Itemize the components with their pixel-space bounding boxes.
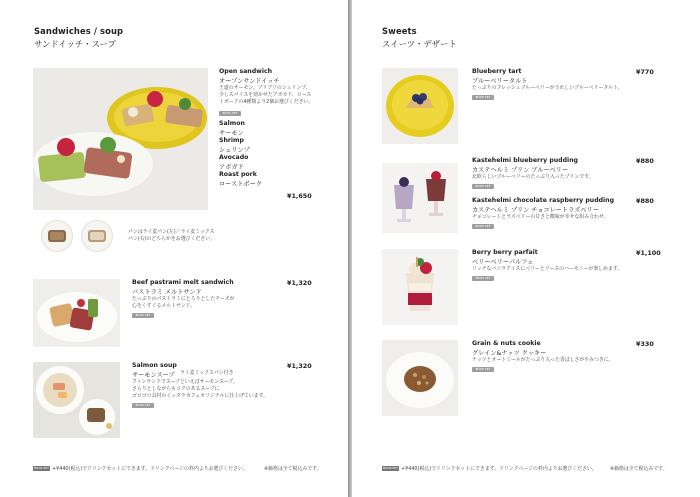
parfait-photo — [382, 249, 458, 325]
pastrami-name-jp: パストラミ メルトサンド — [132, 289, 202, 296]
pastrami-price: ¥1,320 — [287, 279, 312, 287]
footer-drink-set-text: +¥440(税込)でドリンクセットにできます。ドリンクページの枠内よりお選びください。 — [401, 466, 597, 472]
salmon-soup-price: ¥1,320 — [287, 362, 312, 370]
cookie-price: ¥330 — [636, 340, 654, 348]
option-roast-pork-en: Roast pork — [219, 171, 257, 178]
kastehelmi-blue-name-en: Kastehelmi blueberry pudding — [472, 157, 578, 164]
cookie-desc: ナッツとオートミールがたっぷり入った香ばしさがやみつきに。 — [472, 357, 614, 363]
parfait-name-en: Berry berry parfait — [472, 249, 538, 256]
mix-bread-photo — [81, 220, 113, 252]
left-page — [0, 0, 348, 497]
section-title-en: Sweets — [382, 26, 417, 36]
salmon-soup-photo — [33, 362, 120, 438]
blueberry-tart-photo — [382, 68, 458, 144]
cookie-name-jp: グレイン&ナッツ クッキー — [472, 350, 547, 357]
option-shrimp-jp: シュリンプ — [219, 147, 250, 154]
option-salmon-jp: サーモン — [219, 130, 244, 137]
footer-tax-note: ※価格は全て税込みです。 — [264, 466, 322, 472]
kastehelmi-choc-price: ¥880 — [636, 197, 654, 205]
kastehelmi-choc-name-en: Kastehelmi chocolate raspberry pudding — [472, 197, 615, 204]
cookie-name-en: Grain & nuts cookie — [472, 340, 541, 347]
kastehelmi-choc-desc: チョコレートとラズベリーの甘さと酸味が幸せな組み合わせ。 — [472, 214, 609, 220]
book-set-tag: BOOK SET — [472, 367, 494, 372]
pastrami-sandwich-photo — [33, 279, 120, 347]
section-title-jp: サンドイッチ・スープ — [34, 39, 116, 49]
book-set-tag: BOOK SET — [472, 95, 494, 100]
salmon-soup-desc: フィンランドでスープといえばサーモンスープ。 さらりとしながらもコクのあるスープに ゴロゴロ具材のイッタラカフェオリジナルに仕上げています。 — [132, 379, 268, 400]
cookie-photo — [382, 340, 458, 416]
kastehelmi-choc-name-jp: カステヘルミ プリン チョコレートラズベリー — [472, 207, 599, 214]
book-set-tag: BOOK SET — [132, 313, 154, 318]
right-page — [352, 0, 700, 497]
book-set-tag: BOOK SET — [219, 111, 241, 116]
blueberry-tart-name-jp: ブルーベリータルト — [472, 78, 528, 85]
salmon-soup-name-jp: サーモンスープ — [132, 372, 175, 379]
book-set-tag: BOOK SET — [132, 403, 154, 408]
option-roast-pork-jp: ローストポーク — [219, 181, 263, 188]
open-sandwich-desc: 王道のサーモン、プリプリのシュリンプ、 少しスパイスを効かせたアボカド、ロース トポークの4種類より2個お選びください。 — [219, 85, 314, 106]
parfait-price: ¥1,100 — [636, 249, 661, 257]
blueberry-tart-desc: たっぷりのフレッシュブルーベリーがうれしいブルーベリータルト。 — [472, 85, 623, 91]
kastehelmi-pudding-photo — [382, 163, 458, 233]
kastehelmi-blue-name-jp: カステヘルミ プリン ブルーベリー — [472, 167, 569, 174]
book-set-tag: BOOK SET — [472, 276, 494, 281]
book-set-tag: BOOK SET — [472, 224, 494, 229]
open-sandwich-name-en: Open sandwich — [219, 68, 273, 75]
parfait-name-jp: ベリーベリーパルフェ — [472, 259, 534, 266]
option-avocado-jp: アボガド — [219, 164, 244, 171]
kastehelmi-blue-price: ¥880 — [636, 157, 654, 165]
open-sandwich-price: ¥1,650 — [287, 192, 312, 200]
footer-book-set-tag: BOOK SET — [34, 466, 49, 470]
blueberry-tart-name-en: Blueberry tart — [472, 68, 522, 75]
kastehelmi-blue-desc: 北欧らしいブルーベリーのたっぷり入ったプリンです。 — [472, 174, 594, 180]
bread-note: パンはライ麦パン(左)／ライ麦ミックス パン(右)のどちらかをお選びください。 — [128, 229, 215, 243]
option-shrimp-en: Shrimp — [219, 137, 244, 144]
salmon-soup-sub: ライ麦ミックスパン付き — [180, 370, 234, 376]
salmon-soup-name-en: Salmon soup — [132, 362, 177, 369]
parfait-desc: リッチなバニラアイスにベリーとソースのハーモニーが楽しめます。 — [472, 266, 623, 272]
section-title-jp: スイーツ・デザート — [382, 39, 457, 49]
open-sandwich-name-jp: オープンサンドイッチ — [219, 78, 280, 85]
option-avocado-en: Avocado — [219, 154, 249, 161]
book-set-tag: BOOK SET — [472, 184, 494, 189]
pastrami-name-en: Beef pastrami melt sandwich — [132, 279, 234, 286]
blueberry-tart-price: ¥770 — [636, 68, 654, 76]
option-salmon-en: Salmon — [219, 120, 245, 127]
pastrami-desc: たっぷりのパストラミにとろりとしたチーズが 心をくすぐるメルトサンド。 — [132, 296, 235, 310]
footer-book-set-tag: BOOK SET — [383, 466, 398, 470]
rye-bread-photo — [41, 220, 73, 252]
section-title-en: Sandwiches / soup — [34, 26, 124, 36]
open-sandwich-photo — [33, 68, 208, 210]
footer-tax-note: ※価格は全て税込みです。 — [610, 466, 668, 472]
footer-drink-set-text: +¥440(税込)でドリンクセットにできます。ドリンクページの枠内よりお選びください。 — [52, 466, 248, 472]
